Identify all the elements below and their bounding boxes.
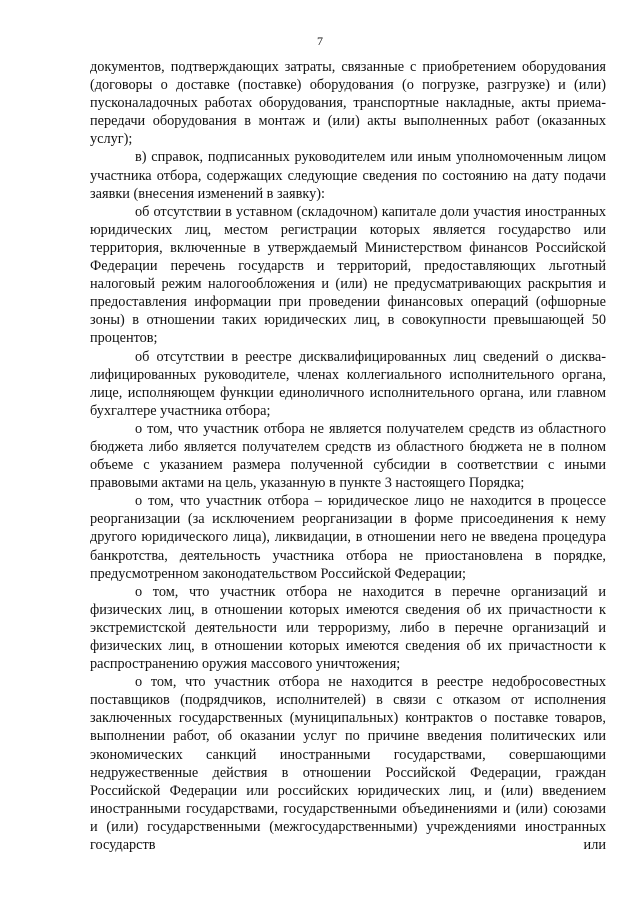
paragraph-documents-list: документов, подтверждающих затраты, связанные с приобретением оборудования (договоры о доставке (поставке) оборудования (о погрузке, разгрузке) и (или) пусконаладочных работах оборудования, транспортные накладные, акты приема-передачи оборудования в монтаж и (или) акты выполненных работ (оказанных услуг); bbox=[90, 59, 606, 148]
paragraph-budget-recipient: о том, что участник отбора не является получателем средств из областного бюджета либо является получателем средств из областного бюджета не в полном объеме с указанием размера полученной субсидии в соответствии с иными правовыми актами на цель, указанную в пункте 3 настоящего Порядка; bbox=[90, 420, 606, 492]
paragraph-disqualified-persons: об отсутствии в реестре дисквалифицированных лиц сведений о дисква-лифицированных руководителе, членах коллегиального исполнительного органа, лице, исполняющем функции единоличного исполнительного органа, или главном бухгалтере участника отбора; bbox=[90, 348, 606, 419]
paragraph-item-v-certificates: в) справок, подписанных руководителем или иным уполномоченным лицом участника отбора, содержащих следующие сведения по состоянию на дату подачи заявки (внесения изменений в заявку): bbox=[90, 149, 606, 202]
page-number: 7 bbox=[317, 34, 323, 48]
paragraph-extremism-list: о том, что участник отбора не находится в перечне организаций и физических лиц, в отношении которых имеются сведения об их причастности к экстремистской деятельности или терроризму, либо в перечне организаций и физических лиц, в отношении которых имеются сведения об их причастности к распространению оружия массового уничтожения; bbox=[90, 583, 606, 673]
paragraph-unfair-suppliers: о том, что участник отбора не находится в реестре недобросовестных поставщиков (подрядчиков, исполнителей) в связи с отказом от исполнения заключенных государственных (муниципальных) контрактов о поставке товаров, выполнении работ, об оказании услуг по причине введения политических или экономических санкций иностранными государствами, совершающими недружественные действия в отношении Российской Федерации, граждан Российской Федерации или российских юридических лиц, и (или) введением иностранными государствами, государственными объединениями и (или) союзами и (или) государственными (межгосударственными) учреждениями иностранных государств или bbox=[90, 674, 606, 854]
paragraph-reorganization: о том, что участник отбора – юридическое лицо не находится в процессе реорганизации (за исключением реорганизации в форме присоединения к нему другого юридического лица), ликвидации, в отношении него не введена процедура банкротства, деятельность участника отбора не приостановлена в порядке, предусмотренном законодательством Российской Федерации; bbox=[90, 493, 606, 582]
paragraph-foreign-capital: об отсутствии в уставном (складочном) капитале доли участия иностранных юридических лиц, местом регистрации которых является государство или территория, включенные в утверждаемый Министерством финансов Российской Федерации перечень государств и территорий, предоставляющих льготный налоговый режим налогообложения и (или) не предусматривающих раскрытия и предоставления информации при проведении финансовых операций (офшорные зоны) в отношении таких юридических лиц, в совокупности превышающей 50 процентов; bbox=[90, 203, 606, 347]
document-body bbox=[90, 58, 606, 854]
